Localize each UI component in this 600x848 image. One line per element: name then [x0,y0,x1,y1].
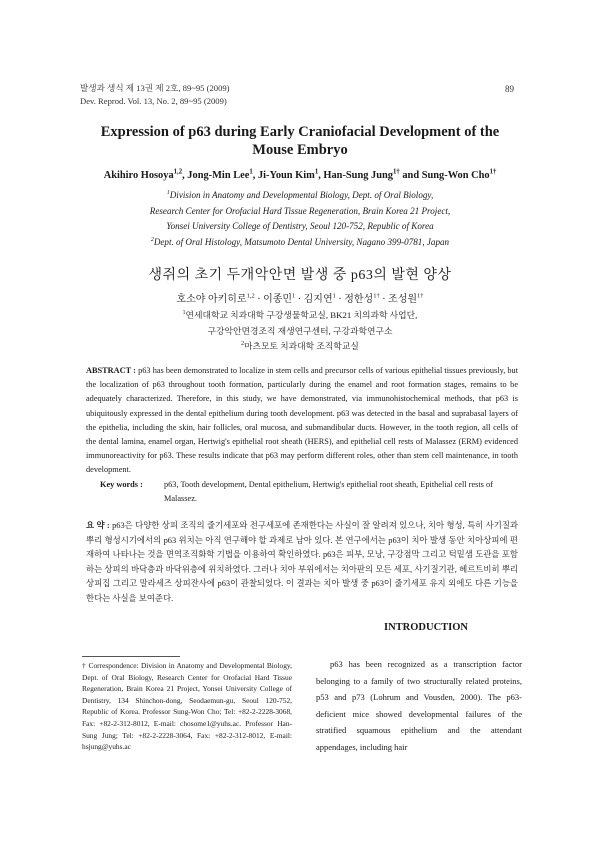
author-name: Han-Sung Jung [323,170,393,181]
korean-author-name: 이종민 [263,294,293,305]
author-name: Jong-Min Lee [187,170,250,181]
author-affiliation-mark: 1 [292,292,296,300]
korean-abstract-label: 요 약 : [86,521,110,530]
correspondence-footnote: † Correspondence: Division in Anatomy and Developmental Biology, Dept. of Oral Biology, Research Center for Orofacial Hard Tissue Regeneration, Brain Korea 21 Project, Yonsei University College of Dentistry, 134 Shinchon-dong, Seodaemun-gu, Seoul 120-752, Republic of Korea. Professor Sung-Won Cho; Tel: +82-2-2228-3068, Fax: +82-2-312-8012, E-mail: chosome1@yuhs.ac. Professor Han-Sung Jung; Tel: +82-2-2228-3064, Fax: +82-2-312-8012, E-mail: hsjung@yuhs.ac [82,661,292,752]
affiliation-line: $^1$Division in Anatomy and Developmental Biology, Dept. of Oral Biology, [166,189,434,200]
author-separator: , [252,170,258,181]
paper-title-line-2: Mouse Embryo [252,142,348,158]
affiliation-mark: 2 [241,341,244,348]
affiliation-line: $^2$Dept. of Oral Histology, Matsumoto Dental University, Nagano 399-0781, Japan [150,236,450,247]
paper-title [60,123,540,159]
journal-header-korean: 발생과 생식 제 13권 제 2호, 89~95 (2009) [80,83,230,93]
author-affiliation-mark: 1,2 [173,168,183,176]
korean-author-list [60,290,540,305]
korean-affiliation-line: $^2$마츠모토 치과대학 조직학교실 [241,341,359,351]
author-name: Sung-Won Cho [421,170,490,181]
korean-author-name: 호소야 아키히로 [176,294,247,305]
abstract-text: p63 has been demonstrated to localize in stem cells and precursor cells of various epithelial tissues previously, but the localization of p63 throughout tooth formation, particularly during the enamel and root formation stages, remains to be adequately characterized. Therefore, in this study, we have demonstrated, via immunohistochemical methods, that p63 is ubiquitously expressed in the dental epithelium during tooth development. p63 was detected in the basal and suprabasal layers of the epithelia, including the skin, hair follicles, oral mucosa, and submandibular ducts. However, in the tooth region, all cells of the dental lamina, enamel organ, Hertwig's epithelial root sheath (HERS), and epithelial cell rests of Malassez (ERM) evidenced immunoreactivity for p63. These results indicate that p63 may perform different roles, other than stem cell maintenance, in tooth development. [86,366,519,475]
author-affiliation-mark: 1† [417,292,424,300]
page-number: 89 [505,84,514,94]
korean-affiliation-line: $^1$연세대학교 치과대학 구강생물학교실, BK21 치의과학 사업단, [182,310,418,320]
author-affiliation-mark: 1† [489,168,497,176]
author-separator: · [335,294,345,305]
author-affiliation-mark: 1,2 [246,292,255,300]
korean-affiliations [60,308,540,355]
affiliation-mark: 1 [166,189,170,196]
keywords-label: Key words : [100,480,143,489]
affiliation-mark: 2 [150,236,154,243]
korean-author-name: 김지연 [303,294,333,305]
author-affiliation-mark: 1† [373,292,380,300]
author-separator: · [254,294,264,305]
affiliations [60,188,540,250]
author-list [60,170,540,181]
abstract [86,364,518,478]
keywords [86,478,518,505]
korean-abstract-text: p63은 다양한 상피 조직의 줄기세포와 전구세포에 존재한다는 사실이 잘 알려져 있으나, 치아 형성, 특히 사기질과 뿌리 형성시기에서의 p63 위치는 아직 연구해야 할 과제로 남아 있다. 본 연구에서는 p63이 치아 발생 동안 치아상피에 편재하여 나타나는 것을 면역조직화학 기법을 이용하여 확인하였다. p63은 피부, 모낭, 구강점막 그리고 턱밑샘 도관을 포함하는 상피의 바닥층과 바닥위층에 위치하였다. 그러나 치아 부위에서는 치아판의 모든 세포, 사기질기관, 헤르트비히 뿌리상피집 그리고 말라세즈 상피잔사에 p63이 관찰되었다. 이 결과는 치아 발생 중 p63이 줄기세포 유지 외에도 다른 기능을 한다는 사실을 보여준다. [86,521,518,603]
abstract-label: ABSTRACT : [86,366,136,375]
journal-header-english: Dev. Reprod. Vol. 13, No. 2, 89~95 (2009) [80,96,227,106]
author-separator: and [399,170,422,181]
korean-abstract [86,519,518,606]
author-separator: · [379,294,389,305]
paper-title-line-1: Expression of p63 during Early Craniofacial Development of the [100,124,500,140]
author-name: Ji-Youn Kim [257,170,315,181]
author-affiliation-mark: 1 [249,168,253,176]
journal-header [80,82,230,108]
korean-affiliation-line: 구강악안면경조직 재생연구센터, 구강과학연구소 [207,325,393,336]
introduction-text: p63 has been recognized as a transcription factor belonging to a family of two structurally related proteins, p53 and p73 (Lohrum and Vousden, 2000). The p63-deficient mice showed developmental failures of the stratified squamous epithelium and the attendant appendages, including hair [316,659,522,752]
author-separator: · [295,294,304,305]
author-separator: , [182,170,188,181]
footnote-divider [82,656,180,657]
keywords-text: p63, Tooth development, Dental epithelium, Hertwig's epithelial root sheath, Epithelial cell rests of Malassez. [164,480,493,503]
korean-author-name: 정한성 [344,294,374,305]
author-affiliation-mark: 1† [393,168,400,176]
author-affiliation-mark: 1 [332,292,336,300]
korean-title: 생쥐의 초기 두개악안면 발생 중 p63의 발현 양상 [148,268,452,283]
korean-author-name: 조성원 [388,294,418,305]
affiliation-line: Yonsei University College of Dentistry, Seoul 120-752, Republic of Korea [166,221,434,231]
affiliation-line: Research Center for Orofacial Hard Tissue Regeneration, Brain Korea 21 Project, [149,205,451,216]
introduction-heading: INTRODUCTION [384,622,469,633]
author-name: Akihiro Hosoya [103,170,174,181]
author-affiliation-mark: 1 [314,168,319,176]
author-separator: , [318,170,324,181]
affiliation-mark: 1 [182,310,186,317]
